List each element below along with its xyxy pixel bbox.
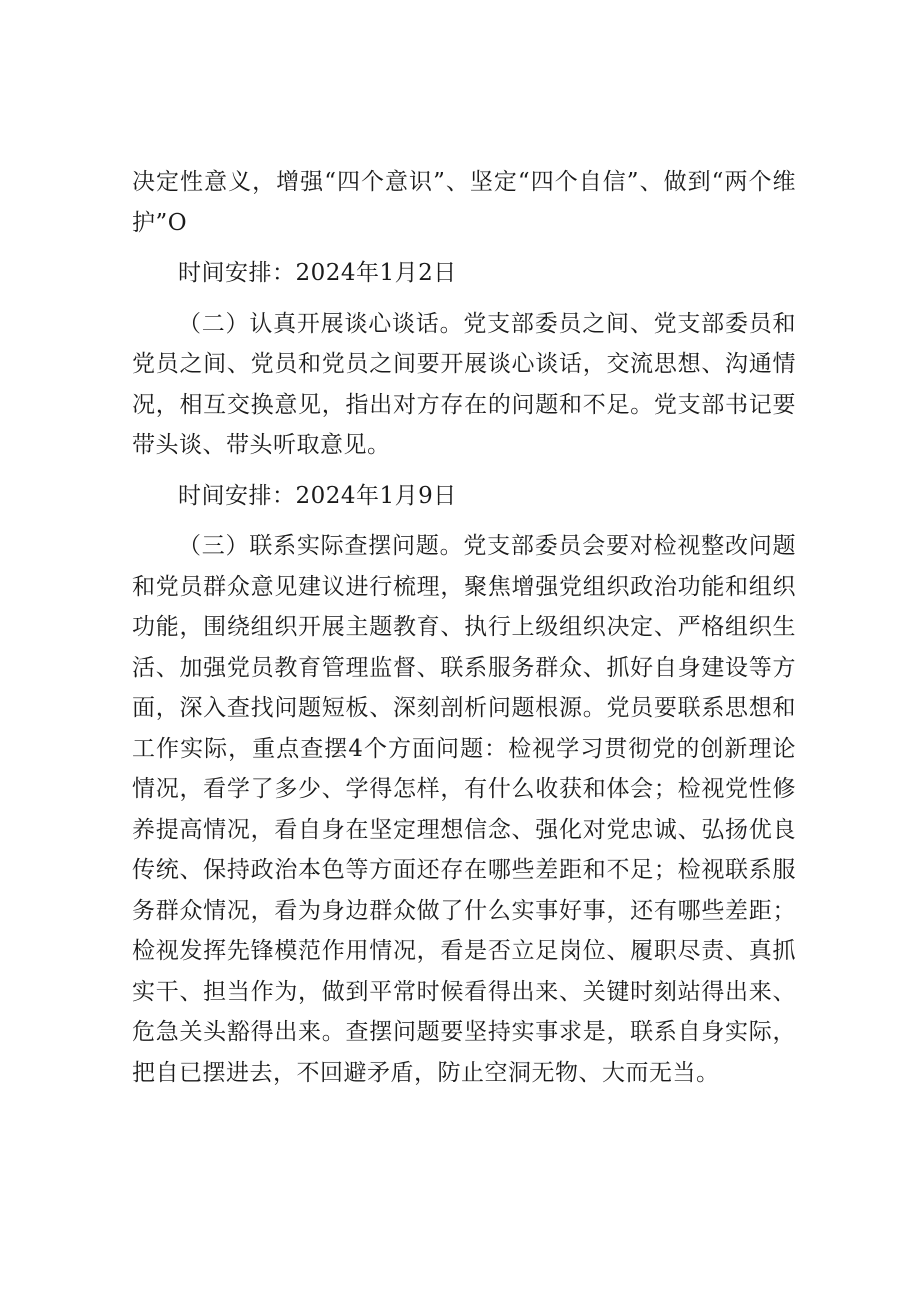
spacer: [132, 516, 796, 526]
paragraph-heart-to-heart-talks: （二）认真开展谈心谈话。党支部委员之间、党支部委员和党员之间、党员和党员之间要开展谈心谈话，交流思想、沟通情况，相互交换意见，指出对方存在的问题和不足。党支部书记要带头谈、带头听取意见。: [132, 310, 796, 458]
document-body: [132, 162, 796, 1093]
paragraph-continuation: 决定性意义，增强“四个意识”、坚定“四个自信”、做到“两个维护”O: [132, 169, 796, 236]
spacer: [132, 243, 796, 253]
spacer: [132, 294, 796, 304]
schedule-line-2: 时间安排：2024年1月9日: [178, 482, 457, 509]
spacer: [132, 466, 796, 476]
schedule-line-1: 时间安排：2024年1月2日: [178, 260, 457, 286]
paragraph-check-problems: （三）联系实际查摆问题。党支部委员会要对检视整改问题和党员群众意见建议进行梳理，聚焦增强党组织政治功能和组织功能，围绕组织开展主题教育、执行上级组织决定、严格组织生活、加强党员教育管理监督、联系服务群众、抓好自身建设等方面，深入查找问题短板、深刻剖析问题根源。党员要联系思想和工作实际，重点查摆4个方面问题：检视学习贯彻党的创新理论情况，看学了多少、学得怎样，有什么收获和体会；检视党性修养提高情况，看自身在坚定理想信念、强化对党忠诚、弘扬优良传统、保持政治本色等方面还存在哪些差距和不足；检视联系服务群众情况，看为身边群众做了什么实事好事，还有哪些差距；检视发挥先锋模范作用情况，看是否立足岗位、履职尽责、真抓实干、担当作为，做到平常时候看得出来、关键时刻站得出来、危急关头豁得出来。查摆问题要坚持实事求是，联系自身实际，把自已摆进去，不回避矛盾，防止空洞无物、大而无当。: [132, 533, 796, 1086]
